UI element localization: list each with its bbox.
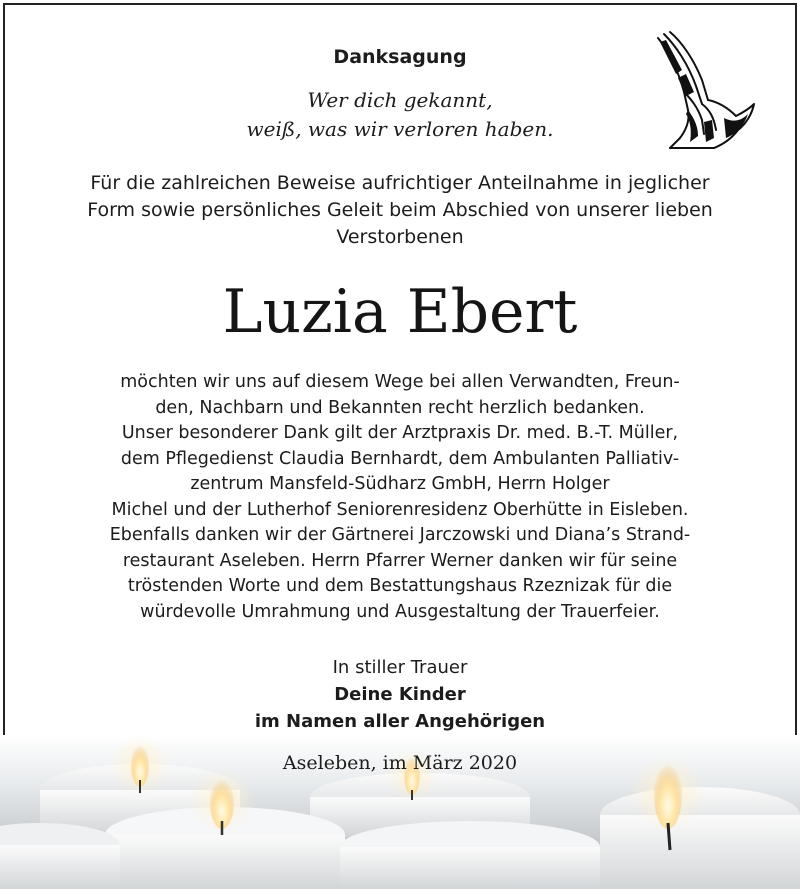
- intro-line: Für die zahlreichen Beweise aufrichtiger Anteilnahme in jeglicher: [90, 172, 710, 194]
- thanks-line: den, Nachbarn und Bekannten recht herzlich bedanken.: [155, 397, 645, 418]
- heading: Danksagung: [333, 46, 467, 68]
- signature-family: Deine Kinder: [334, 684, 466, 705]
- thanks-line: möchten wir uns auf diesem Wege bei allen Verwandten, Freun-: [120, 372, 680, 392]
- thanks-line: Ebenfalls danken wir der Gärtnerei Jarczowski und Diana’s Strand-: [109, 525, 691, 545]
- thanks-line: würdevolle Umrahmung und Ausgestaltung der Trauerfeier.: [140, 601, 660, 622]
- thanks-text: [0, 370, 800, 625]
- thanks-line: restaurant Aseleben. Herrn Pfarrer Werner danken wir für seine: [122, 550, 678, 571]
- thanks-line: zentrum Mansfeld-Südharz GmbH, Herrn Holger: [190, 474, 610, 494]
- thanks-line: tröstenden Worte und dem Bestattungshaus Rzeznizak für die: [127, 576, 673, 596]
- signature-relatives: im Namen aller Angehörigen: [254, 711, 546, 732]
- intro-line: Verstorbenen: [336, 226, 464, 248]
- signature-line: In stiller Trauer: [332, 657, 468, 678]
- thanks-line: dem Pflegedienst Claudia Bernhardt, dem Ambulanten Palliativ-: [120, 448, 680, 469]
- deceased-name: Luzia Ebert: [222, 277, 578, 347]
- praying-hands-icon: [640, 30, 760, 155]
- quote-line: weiß, was wir verloren haben.: [246, 117, 554, 141]
- intro-line: Form sowie persönliches Geleit beim Abschied von unserer lieben: [87, 199, 713, 221]
- intro-text: [0, 170, 800, 251]
- place-date: Aseleben, im März 2020: [282, 752, 518, 774]
- quote-line: Wer dich gekannt,: [307, 88, 493, 112]
- thanks-line: Unser besonderer Dank gilt der Arztpraxis Dr. med. B.-T. Müller,: [121, 423, 679, 443]
- signature: [0, 654, 800, 735]
- thanks-line: Michel und der Lutherhof Seniorenresidenz Oberhütte in Eisleben.: [111, 499, 689, 520]
